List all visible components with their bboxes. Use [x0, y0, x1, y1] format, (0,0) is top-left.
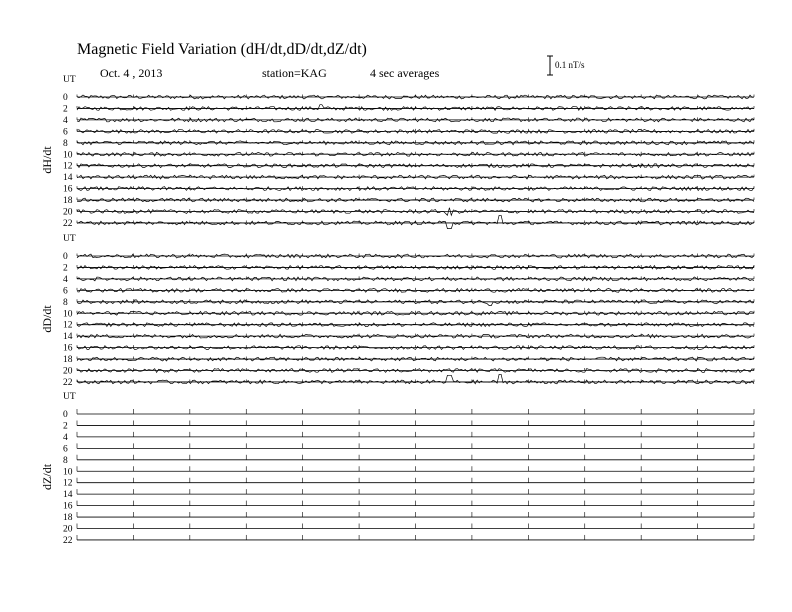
row-tick-label: 12: [63, 320, 73, 331]
row-tick-label: 14: [63, 173, 73, 184]
row-tick-label: 8: [63, 455, 68, 466]
row-tick-label: 20: [63, 524, 73, 535]
row-tick-label: 2: [63, 104, 68, 115]
y-axis-label: dD/dt: [40, 305, 54, 333]
row-tick-label: 18: [63, 513, 73, 524]
panels: [40, 75, 754, 546]
row-tick-label: 6: [63, 127, 68, 138]
row-tick-label: 14: [63, 490, 73, 501]
row-tick-label: 16: [63, 343, 73, 354]
row-tick-label: 4: [63, 274, 68, 285]
row-tick-label: 6: [63, 444, 68, 455]
row-tick-label: 8: [63, 138, 68, 149]
row-tick-label: 22: [63, 535, 73, 546]
ut-label: UT: [63, 75, 76, 85]
row-tick-label: 10: [63, 467, 73, 478]
row-tick-label: 16: [63, 501, 73, 512]
scale-bar-label: 0.1 nT/s: [555, 60, 585, 70]
signal-trace: [77, 105, 754, 111]
ut-label: UT: [63, 392, 76, 402]
ut-label: UT: [63, 234, 76, 244]
row-tick-label: 16: [63, 184, 73, 195]
row-tick-label: 22: [63, 377, 73, 388]
signal-trace: [77, 215, 754, 228]
row-tick-label: 4: [63, 432, 68, 443]
row-tick-label: 18: [63, 196, 73, 207]
averaging-label: 4 sec averages: [370, 66, 440, 80]
row-tick-label: 10: [63, 150, 73, 161]
panel-dH-dt: [40, 75, 754, 229]
row-tick-label: 22: [63, 218, 73, 229]
row-tick-label: 8: [63, 297, 68, 308]
row-tick-label: 20: [63, 366, 73, 377]
date-label: Oct. 4 , 2013: [100, 66, 163, 80]
row-tick-label: 2: [63, 263, 68, 274]
row-tick-label: 12: [63, 161, 73, 172]
panel-dD-dt: [40, 234, 754, 388]
row-tick-label: 12: [63, 478, 73, 489]
row-tick-label: 20: [63, 207, 73, 218]
chart-title: Magnetic Field Variation (dH/dt,dD/dt,dZ/dt): [77, 41, 367, 58]
row-tick-label: 14: [63, 332, 73, 343]
row-tick-label: 0: [63, 252, 68, 262]
row-tick-label: 0: [63, 410, 68, 420]
row-tick-label: 2: [63, 421, 68, 432]
row-tick-label: 10: [63, 309, 73, 320]
row-tick-label: 6: [63, 286, 68, 297]
row-tick-label: 4: [63, 115, 68, 126]
scale-bar: [547, 56, 585, 75]
y-axis-label: dH/dt: [40, 146, 54, 174]
y-axis-label: dZ/dt: [40, 463, 54, 490]
row-tick-label: 0: [63, 93, 68, 103]
station-label: station=KAG: [262, 66, 327, 80]
panel-dZ-dt: [40, 392, 754, 546]
row-tick-label: 18: [63, 355, 73, 366]
signal-trace: [77, 374, 754, 384]
